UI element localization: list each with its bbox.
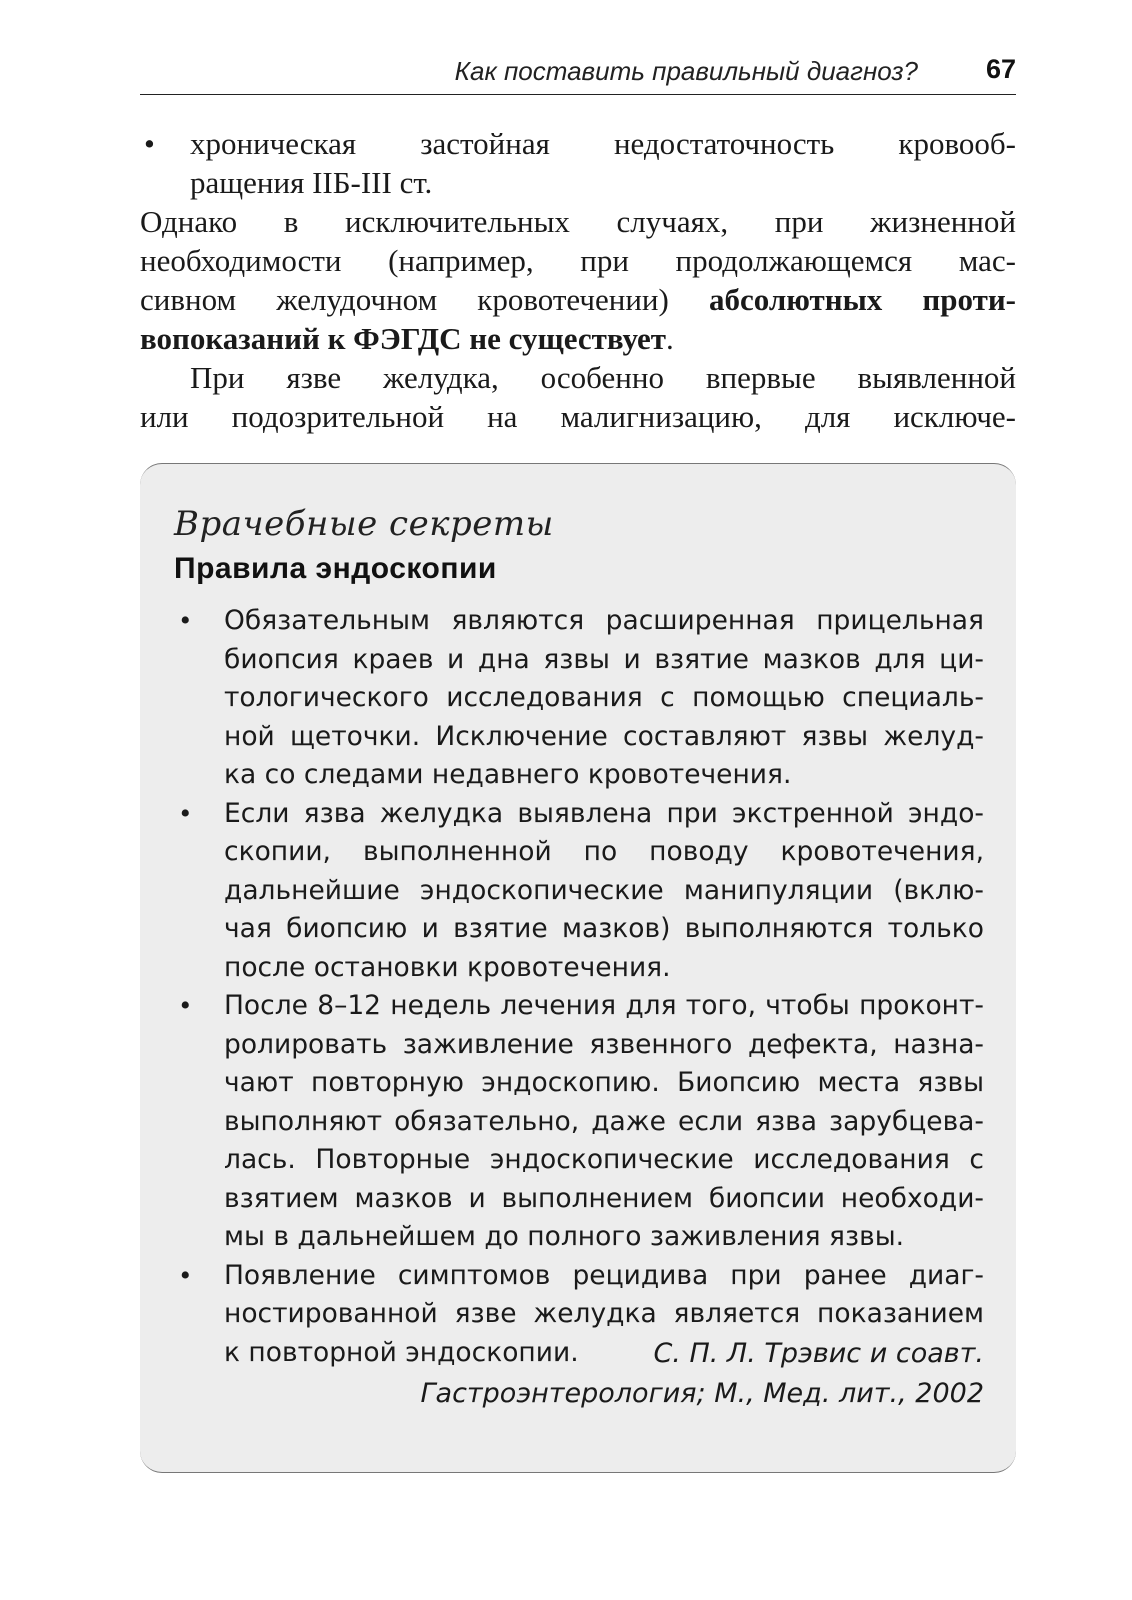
sidebar-list-line: ролировать заживление язвенного дефекта, назна-: [224, 1028, 984, 1060]
paragraph-line: [140, 319, 1016, 358]
running-head-title: Как поставить правильный диагноз?: [454, 56, 918, 86]
sidebar-list-line: ностированной язве желудка является показанием: [224, 1298, 984, 1329]
running-head: [140, 50, 1016, 95]
bullet-item: [140, 124, 1016, 202]
sidebar-credit: [421, 1334, 985, 1414]
sidebar-list-line: дальнейшие эндоскопические манипуляции (вклю-: [224, 874, 984, 906]
bullet-line: ращения IIБ-III ст.: [190, 165, 433, 200]
sidebar-list-line: мы в дальнейшем до полного заживления язвы.: [224, 1221, 905, 1252]
bullet-dot: •: [180, 1258, 191, 1292]
sidebar-list-item: [174, 987, 984, 1257]
bold-text: абсолютных проти-: [708, 282, 1017, 317]
paragraph: [140, 358, 1016, 436]
bullet-dot: •: [144, 126, 155, 161]
paragraph-line: При язве желудка, особенно впервые выявленной: [190, 360, 1016, 395]
plain-text: сивном желудочном кровотечении): [140, 282, 709, 317]
sidebar-list-line: Появление симптомов рецидива при ранее диаг-: [224, 1259, 984, 1291]
sidebar-list-line: чают повторную эндоскопию. Биопсию места язвы: [224, 1067, 984, 1098]
sidebar-list-line: взятием мазков и выполнением биопсии необходи-: [224, 1182, 984, 1214]
bullet-dot: •: [180, 989, 191, 1022]
sidebar-list-line: Обязательным являются расширенная прицельная: [224, 605, 984, 636]
paragraph-line: или подозрительной на малигнизацию, для исключе-: [140, 399, 1016, 434]
sidebar-list-line: биопсия краев и дна язвы и взятие мазков для ци-: [224, 643, 984, 675]
sidebar-box: [140, 463, 1016, 1473]
sidebar-list: [174, 602, 984, 1372]
paragraph: [140, 202, 1016, 358]
paragraph-line: необходимости (например, при продолжающемся мас-: [140, 243, 1016, 278]
sidebar-list-item: [174, 602, 984, 795]
sidebar-list-line: После 8–12 недель лечения для того, чтобы проконт-: [224, 990, 984, 1021]
sidebar-list-line: ка со следами недавнего кровотечения.: [224, 759, 792, 790]
credit-source: Гастроэнтерология; М., Мед. лит., 2002: [420, 1378, 984, 1409]
bullet-dot: •: [180, 796, 191, 830]
sidebar-kicker: Врачебные секреты: [174, 504, 554, 544]
sidebar-list-line: скопии, выполненной по поводу кровотечения,: [224, 836, 984, 867]
sidebar-list-line: к повторной эндоскопии.: [224, 1336, 579, 1368]
bold-text: вопоказаний к ФЭГДС не существует: [140, 321, 667, 356]
paragraph-line: Однако в исключительных случаях, при жизненной: [140, 204, 1016, 239]
credit-author: С. П. Л. Трэвис и соавт.: [653, 1338, 984, 1369]
page-number: 67: [985, 54, 1016, 84]
paragraph-line: [140, 280, 1016, 319]
sidebar-list-line: лась. Повторные эндоскопические исследования с: [224, 1144, 984, 1175]
bullet-dot: •: [180, 604, 191, 637]
sidebar-list-line: ной щеточки. Исключение составляют язвы желуд-: [224, 720, 984, 752]
sidebar-heading: Правила эндоскопии: [174, 552, 497, 585]
sidebar-list-line: после остановки кровотечения.: [224, 951, 671, 983]
sidebar-list-item: [174, 795, 984, 988]
main-text: [140, 124, 1016, 436]
sidebar-list-line: Если язва желудка выявлена при экстренной эндо-: [224, 797, 984, 829]
bullet-line: хроническая застойная недостаточность кровооб-: [190, 126, 1016, 161]
sidebar-list-line: тологического исследования с помощью специаль-: [224, 682, 984, 713]
sidebar-list-line: чая биопсию и взятие мазков) выполняются только: [224, 913, 984, 944]
sidebar-list-line: выполняют обязательно, даже если язва зарубцева-: [224, 1105, 984, 1137]
plain-text: .: [666, 321, 674, 356]
